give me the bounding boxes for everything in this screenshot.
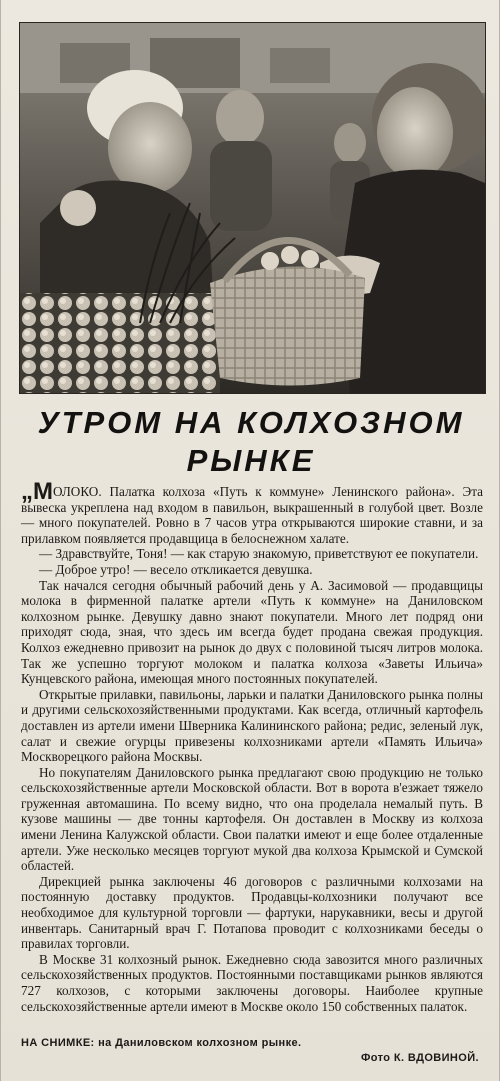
photo-caption-block bbox=[21, 1036, 483, 1066]
paragraph-8: В Москве 31 колхозный рынок. Ежедневно сюда завозится много различных сельскохозяйственных продуктов. Постоянными поставщиками рынков являются 727 колхозов, с которыми заключены договоры. Наиболее крупные сельскохозяйственные артели имеют в Москве около 150 собственных палаток. bbox=[21, 951, 483, 1014]
headline-line-1: УТРОМ НА КОЛХОЗНОМ bbox=[37, 405, 465, 440]
paragraph-7: Дирекцией рынка заключены 46 договоров с различными колхозами на постоянную доставку продуктов. Продавцы-колхозники получают все необходимое для культурной торговли — фартуки, нарукавники, весы и другой инвентарь. Санитарный врач Г. Потапова проводит с колхозниками беседы о правилах торговли. bbox=[21, 873, 483, 952]
headline-line-2: РЫНКЕ bbox=[186, 443, 316, 478]
paragraph-1-text: ОЛОКО. Палатка колхоза «Путь к коммуне» Ленинского района». Эта вывеска укреплена над входом в павильон, выкрашенный в голубой цвет. Возле — много покупателей. Ровно в 7 часов утра открываются широкие ставни, и за прилавком появляется продавщица в белоснежном халате. bbox=[21, 484, 483, 546]
market-photo bbox=[19, 22, 486, 394]
paragraph-3: — Доброе утро! — весело откликается девушка. bbox=[39, 561, 313, 577]
article-body bbox=[21, 478, 483, 1014]
article-headline bbox=[1, 404, 500, 480]
photo-caption: НА СНИМКЕ: на Даниловском колхозном рынке. bbox=[21, 1037, 302, 1049]
photo-credit: Фото К. ВДОВИНОЙ. bbox=[361, 1052, 479, 1064]
paragraph-4: Так начался сегодня обычный рабочий день у А. Засимовой — продавщицы молока в фирменной палатке артели «Путь к коммуне» на Даниловском колхозном рынке. Девушку давно знают покупатели. Много лет подряд они приходят сюда, зная, что здесь им всегда будет продана свежая продукция. Колхоз ежедневно привозит на рынок до двух с половиной тысяч литров молока. Так же успешно торгуют молоком и палатка колхоза «Заветы Ильича» Кунцевского района, имеющая много постоянных покупателей. bbox=[21, 577, 483, 687]
paragraph-5: Открытые прилавки, павильоны, ларьки и палатки Даниловского рынка полны и другими сельскохозяйственными продуктами. Как всегда, отличный картофель доставлен из артели имени Шверника Калининского района; редис, зеленый лук, салат и свежие огурцы привезены колхозниками артели «Память Ильича» Москворецкого района Москвы. bbox=[21, 686, 483, 765]
paragraph-2: — Здравствуйте, Тоня! — как старую знакомую, приветствуют ее покупатели. bbox=[39, 546, 479, 562]
paragraph-6: Но покупателям Даниловского рынка предлагают свою продукцию не только сельскохозяйственные артели Московской области. Вот в ворота в'езжает тяжело груженная автомашина. По всему видно, что она проделала немалый путь. В кузове машины — две тонны картофеля. Он доставлен в Москву из колхоза имени Ленина Калужской области. Свои палатки имеют и еще более отдаленные артели. Уже несколько месяцев торгуют мукой два колхоза Крымской и Сумской областей. bbox=[21, 764, 483, 874]
drop-cap: „М bbox=[21, 478, 53, 505]
market-photo-image bbox=[20, 23, 485, 393]
paragraph-1 bbox=[21, 478, 483, 546]
